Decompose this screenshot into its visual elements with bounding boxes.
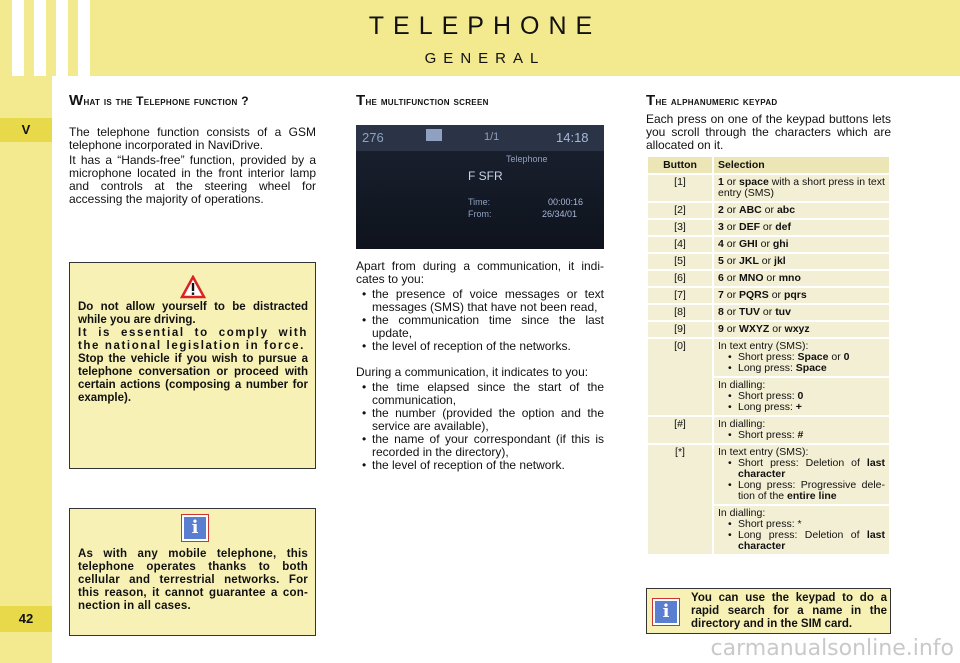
key-cell: [#] [647,416,713,444]
warning-line: It is essential to comply with the national legislation in force. [78,327,308,352]
key-cell: [9] [647,321,713,338]
warning-line: Stop the vehicle if you wish to pursue a telephone conversation or proceed with certain actions (composing a number for example). [78,353,308,404]
list-item: • the level of reception of the networks. [366,340,604,353]
table-row [647,416,890,444]
info-icon: i [182,515,208,541]
table-row [647,219,890,236]
selection-cell: 1 or space with a short press in text entry (SMS) [713,174,890,202]
list-item: • the time elapsed since the start of the communication, [366,381,604,407]
table-row [647,287,890,304]
selection-cell: In dialling: • Short press: * • Long press: Deletion of last character [713,505,890,555]
warning-line: Do not allow yourself to be distracted while you are driving. [78,301,308,326]
decorative-stripes [12,0,90,76]
info-icon: i [653,599,679,625]
screen-clock: 14:18 [556,130,589,145]
screen-time-value: 00:00:16 [548,197,584,207]
tip-box [646,588,891,634]
warning-text [78,301,308,405]
selection-cell: In dialling: • Short press: # [713,416,890,444]
tip-text: You can use the keypad to do a rapid search for a name in the directory and in the SIM card. [691,592,887,630]
page-subtitle: GENERAL [424,50,546,67]
col-header-button: Button [647,156,713,174]
screen-list-call [366,381,604,472]
key-cell: [4] [647,236,713,253]
paragraph: The telephone function consists of a GSM telephone incorporated in NaviDrive. [69,125,316,152]
table-row [647,444,890,505]
screen-track: 1/1 [484,131,500,143]
selection-cell: In dialling: • Short press: 0 • Long press: + [713,377,890,416]
table-row [647,202,890,219]
screen-from-value: 26/34/01 [542,209,578,219]
list-item: • the name of your correspondant (if this is recorded in the directory), [366,433,604,459]
table-row [647,270,890,287]
screen-mode: Telephone [506,154,548,164]
selection-cell: In text entry (SMS): • Short press: Deletion of last character • Long press: Progressive dele-tion of the entire line [713,444,890,505]
selection-cell: In text entry (SMS): • Short press: Space or 0 • Long press: Space [713,338,890,377]
key-cell: [5] [647,253,713,270]
paragraph: During a communication, it indicates to you: [356,365,589,379]
screen-list-idle [366,288,604,353]
key-cell: [*] [647,444,713,555]
keypad-table [646,155,891,556]
table-header-row [647,156,890,174]
key-cell: [3] [647,219,713,236]
paragraph: Apart from during a communication, it indi-cates to you: [356,259,604,286]
screen-network: F SFR [468,169,503,183]
section-heading-function: What is the Telephone function ? [69,92,249,109]
chapter-tab: V [0,118,52,142]
table-row [647,304,890,321]
selection-cell: 8 or TUV or tuv [713,304,890,321]
warning-icon [180,275,206,299]
table-row [647,338,890,377]
selection-cell: 4 or GHI or ghi [713,236,890,253]
list-item: • the communication time since the last update, [366,314,604,340]
selection-cell: 7 or PQRS or pqrs [713,287,890,304]
table-row [647,236,890,253]
section-screen-body [356,260,604,472]
key-cell: [7] [647,287,713,304]
paragraph: It has a “Hands-free” function, provided by a microphone located in the front interior lamp and controls at the steering wheel for accessing the majority of operations. [69,153,316,206]
key-cell: [2] [647,202,713,219]
table-row [647,174,890,202]
keypad-intro: Each press on one of the keypad buttons lets you scroll through the characters which are allocated on it. [646,112,891,152]
key-cell: [8] [647,304,713,321]
page-number: 42 [0,606,52,632]
screen-time-label: Time: [468,197,491,207]
warning-box [69,262,316,469]
multifunction-screen-photo [356,125,604,249]
table-row [647,253,890,270]
key-cell: [1] [647,174,713,202]
selection-cell: 2 or ABC or abc [713,202,890,219]
screen-from-label: From: [468,209,492,219]
info-box [69,508,316,636]
list-item: • the number (provided the option and the service are available), [366,407,604,433]
key-cell: [0] [647,338,713,416]
section-heading-keypad: The alphanumeric keypad [646,92,778,109]
page-title: TELEPHONE [368,12,602,40]
col-header-selection: Selection [713,156,890,174]
table-row [647,321,890,338]
envelope-icon [426,129,442,141]
key-cell: [6] [647,270,713,287]
screen-left-value: 276 [362,130,384,145]
section-heading-screen: The multifunction screen [356,92,489,109]
selection-cell: 6 or MNO or mno [713,270,890,287]
sidebar [0,76,52,663]
selection-cell: 9 or WXYZ or wxyz [713,321,890,338]
list-item: • the presence of voice messages or text messages (SMS) that have not been read, [366,288,604,314]
selection-cell: 5 or JKL or jkl [713,253,890,270]
watermark: carmanualsonline.info [710,636,954,661]
selection-cell: 3 or DEF or def [713,219,890,236]
section-function-body [69,126,316,208]
list-item: • the level of reception of the network. [366,459,604,472]
info-text: As with any mobile telephone, this telephone operates thanks to both cellular and terrestrial networks. For this reason, it cannot guarantee a con-nection in all cases. [78,548,308,612]
